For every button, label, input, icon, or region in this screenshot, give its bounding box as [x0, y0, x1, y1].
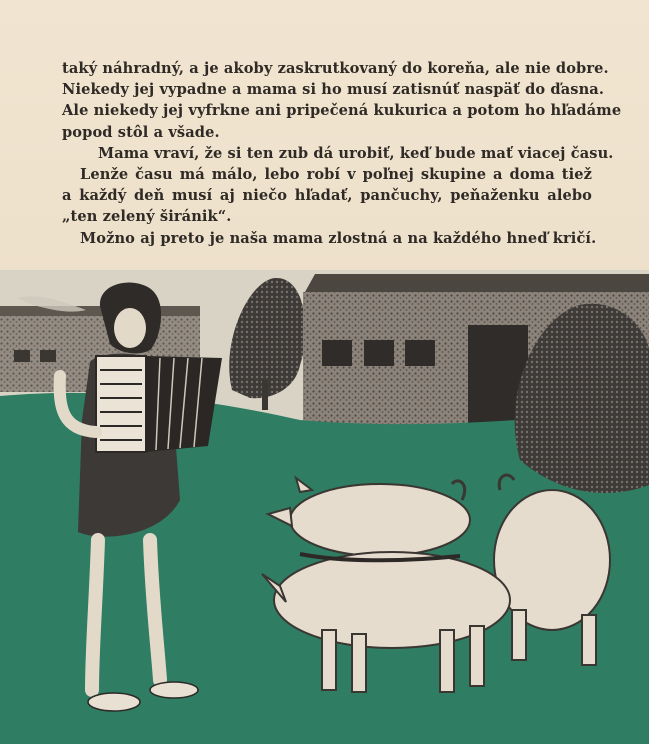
- paragraph-4: [62, 228, 597, 249]
- face: [114, 308, 146, 348]
- window: [322, 340, 352, 366]
- window: [364, 340, 394, 366]
- text-line: „ten zelený širánik“.: [62, 208, 232, 226]
- text-line: Mama vraví, že si ten zub dá urobiť, keď bude mať viacej času.: [98, 144, 614, 162]
- story-text: [62, 58, 622, 249]
- paragraph-3: [62, 164, 592, 228]
- leg-left: [92, 540, 98, 690]
- paragraph-1: [62, 58, 622, 143]
- text-line: Možno aj preto je naša mama zlostná a na každého hneď kričí.: [80, 229, 597, 247]
- illustration: [0, 270, 649, 744]
- shoe: [150, 682, 198, 698]
- paragraph-2: [62, 143, 614, 164]
- text-line: Ale niekedy jej vyfrkne ani pripečená kukurica a potom ho hľadáme: [62, 102, 622, 120]
- text-line: Lenže času má málo, lebo robí v poľnej skupine a doma tiež: [80, 166, 592, 184]
- text-line: popod stôl a všade.: [62, 123, 220, 141]
- shoe: [88, 693, 140, 711]
- illustration-svg: [0, 270, 649, 744]
- text-line: a každý deň musí aj niečo hľadať, pančuchy, peňaženku alebo: [62, 187, 592, 205]
- text-line: Niekedy jej vypadne a mama si ho musí zatisnúť naspäť do ďasna.: [62, 81, 605, 99]
- window: [405, 340, 435, 366]
- text-line: taký náhradný, a je akoby zaskrutkovaný do koreňa, ale nie dobre.: [62, 60, 609, 77]
